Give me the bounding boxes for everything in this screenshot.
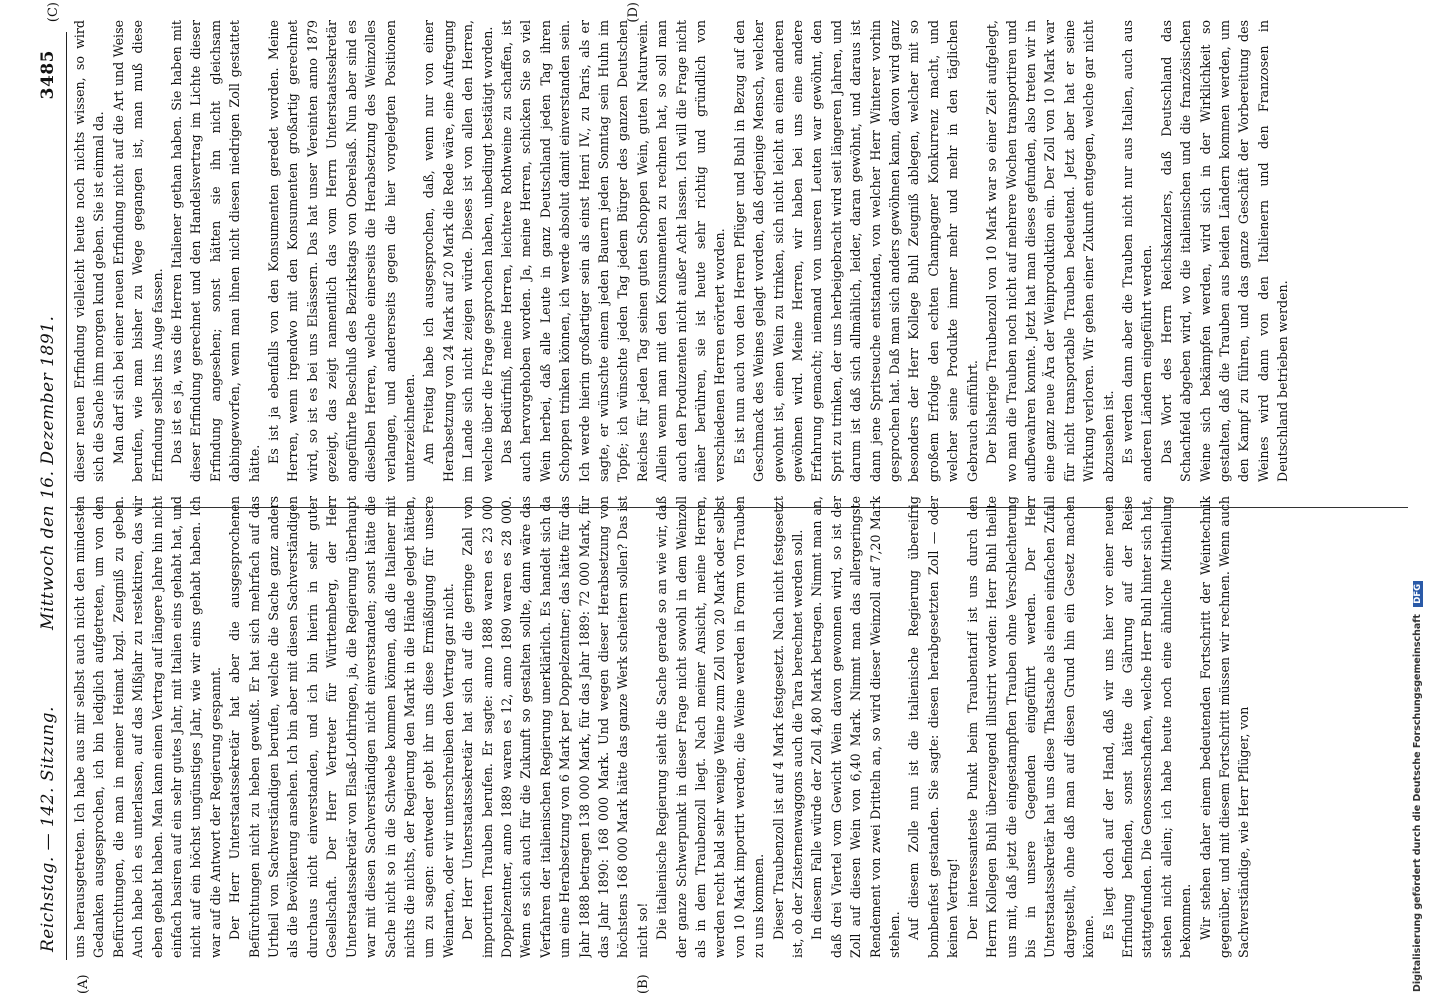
header-center: Mittwoch den 16. Dezember 1891. (38, 315, 58, 630)
right-column (70, 20, 1422, 482)
paragraph: Das Bedürfniß, meine Herren, leichtere Rothweine zu schaffen, ist auch hervorgehoben worden. Ja, meine Herren, schicken Sie so viel Wein herbei, daß alle Leute in ganz Deutschland jeden Tag ihren Schoppen trinken können, ich werde absolut damit einverstanden sein. Ich werde hierin großartiger sein als einst Henri IV., zu Paris, als er sagte, er wünschte einem jeden Bauern jeden Sonntag sein Huhn im Topfe; ich wünschte jeden Tag jedem Bürger des ganzen Deutschen Reiches für jeden Tag seinen guten Schoppen Wein, guten Naturwein. Allein wenn man mit den Konsumenten zu rechnen hat, so soll man auch den Produzenten nicht außer Acht lassen. Ich will die Frage nicht näher berühren, sie ist heute sehr richtig und gründlich von verschiedenen Herren erörtert worden. (498, 20, 728, 482)
paragraph: dieser neuen Erfindung vielleicht heute noch nichts wissen, so wird sich die Sache ihm morgen kund geben. Sie ist einmal da. (72, 20, 107, 482)
header-left: Reichstag. — 142. Sitzung. (38, 706, 58, 952)
paragraph: Der interessanteste Punkt beim Traubentarif ist uns durch den Herrn Kollegen Buhl überzeugend illustrirt worden: Herr Buhl theilte uns mit, daß jetzt die eingestampften Trauben ohne Verschlechterung bis in unsere Gegenden eingeführt werden. Der Herr Unterstaatssekretär hat uns diese Thatsache als einen einfachen Zufall dargestellt, ohne daß man auf diesen Grund hin ein Gesetz machen könne. (964, 496, 1097, 958)
paragraph: Wir stehen daher einem bedeutenden Fortschritt der Weintechnik gegenüber, und mit diesem Fortschritt müssen wir rechnen. Wenn auch Sachverständige, wie Herr Pflüger, von (1197, 496, 1252, 958)
paragraph: Am Freitag habe ich ausgesprochen, daß, wenn nur von einer Herabsetzung von 24 Mark auf 20 Mark die Rede wäre, eine Aufregung im Lande sich nicht zeigen würde. Dieses ist von allen den Herren, welche über die Frage gesprochen haben, unbedingt bestätigt worden. (421, 20, 495, 482)
paragraph: Der Herr Unterstaatssekretär hat aber die ausgesprochenen Befürchtungen nicht zu heben gewußt. Er hat sich mehrfach auf das Urtheil von Sachverständigen berufen, welche die Sache ganz anders als die Bevölkerung ansehen. Ich bin aber mit diesen Sachverständigen durchaus nicht einverstanden, und ich bin hierin in sehr guter Gesellschaft. Der Herr Vertreter für Württemberg, der Herr Unterstaatssekretär von Elsaß-Lothringen, ja, die Regierung überhaupt war mit diesen Sachverständigen nicht einverstanden; sonst hätte die Sache nicht so in die Schwebe kommen können, daß die Italiener mit nichts die nichts, der Regierung den Markt in die Hände gelegt hätten, um zu sagen: entweder gebt ihr uns diese Ermäßigung für unsere Weinarten, oder wir unterschreiben den Vertrag gar nicht. (227, 496, 456, 958)
paragraph: Die italienische Regierung sieht die Sache gerade so an wie wir, daß der ganze Schwerpunkt in dieser Frage nicht sowohl in dem Weinzoll als in dem Traubenzoll liegt. Nach meiner Ansicht, meine Herren, werden recht bald sehr wenige Weine zum Zoll von 20 Mark oder selbst von 10 Mark importirt werden; die Weine werden in Form von Trauben zu uns kommen. (654, 496, 767, 958)
paragraph: Es ist nun auch von den Herren Pflüger und Buhl in Bezug auf den Geschmack des Weines gelagt worden, daß derjenige Mensch, welcher gewohnt ist, einen Wein zu trinken, sich nicht leicht an einen anderen gewöhnen wird. Meine Herren, wir haben bei uns eine andere Erfahrung gemacht; niemand von unseren Leuten war gewöhnt, den Sprit zu trinken, der uns herbeigebracht wird seit längeren Jahren, und darum ist daß sich allmählich, leider, daran gewöhnt, und daraus ist dann jene Spritseuche entstanden, von welcher Herr Winterer vorhin gesprochen hat. Daß man sich anders gewöhnen kann, davon wird ganz besonders der Herr Kollege Buhl Zeugniß ablegen, welcher mit so großem Erfolge den echten Champagner Konkurrenz macht, und welcher seine Produkte immer mehr und mehr in den täglichen Gebrauch einführt. (731, 20, 980, 482)
text-columns (70, 20, 1422, 958)
paragraph: Der bisherige Traubenzoll von 10 Mark war so einer Zeit aufgelegt, wo man die Trauben noch nicht auf mehrere Wochen transportiren und aufbewahren konnte. Jetzt hat man dieses gefunden, also treten wir in eine ganz neue Ära der Weinproduktion ein. Der Zoll von 10 Mark war für nicht transportable Trauben bedeutend. Jetzt aber hat er seine Wirkung verloren. Wir gehen einer Zukunft entgegen, welche gar nicht abzusehen ist. (984, 20, 1116, 482)
paragraph: Dieser Traubenzoll ist auf 4 Mark festgesetzt. Nach nicht festgesetzt ist, ob der Zisternenwaggons auch die Tara berechnet werden soll. (770, 496, 806, 958)
paragraph: In diesem Falle würde der Zoll 4,80 Mark betragen. Nimmt man an, daß drei Viertel vom Gewicht Wein davon gewonnen wird, so ist der Zoll auf diesen Wein von 6,40 Mark. Nimmt man das allergeringste Rendement von zwei Dritteln an, so wird dieser Weinzoll auf 7,20 Mark stehen. (809, 496, 903, 958)
margin-mark-a: (A) (76, 974, 91, 994)
paragraph: Es werden dann aber die Trauben nicht nur aus Italien, auch aus anderen Ländern eingeführt werden. (1119, 20, 1155, 482)
margin-mark-b: (B) (636, 974, 651, 994)
header-rule (66, 32, 67, 960)
paragraph: Der Herr Unterstaatssekretär hat sich auf die geringe Zahl von importirten Trauben berufen. Er sagte: anno 1888 waren es 23 000 Doppelzentner, anno 1889 waren es 12, anno 1890 waren es 28 000. Wenn es sich auch für die Zukunft so gestalten sollte, dann wäre das Verfahren der italienischen Regierung unerklärlich. Es handelt sich da um eine Herabsetzung von 6 Mark per Doppelzentner; das hätte für das Jahr 1888 betragen 138 000 Mark, für das Jahr 1889: 72 000 Mark, für das Jahr 1890: 168 000 Mark. Und wegen dieser Herabsetzung von höchstens 168 000 Mark hätte das ganze Werk scheitern sollen? Das ist nicht so! (460, 496, 650, 958)
paragraph: uns herausgetreten. Ich habe aus mir selbst auch nicht den mindesten Gedanken ausgesprochen, ich bin lediglich aufgetreten, um von den Befürchtungen, die man in meiner Heimat bzgl. Zeugniß zu geben. Auch habe ich es unterlassen, auf das Mißjahr zu restektiren, das wir eben gehabt haben. Man kann einen Vertrag auf längere Jahre hin nicht einfach basiren auf ein sehr gutes Jahr, mit Italien eins gehabt hat, und nicht auf ein höchst ungünstiges Jahr, wie wir eins gehabt haben. Ich war auf die Antwort der Regierung gespannt. (72, 496, 223, 958)
paragraph: Das Wort des Herrn Reichskanzlers, daß Deutschland das Schachfeld abgeben wird, wo die italienischen und die französischen Weine sich bekämpfen werden, wird sich in der Wirklichkeit so gestalten, daß die Trauben aus beiden Ländern kommen werden, um den Kampf zu führen, und das ganze Geschäft der Vorbereitung des Weines wird dann von den Italienern und den Franzosen in Deutschland betrieben werden. (1158, 20, 1291, 482)
digitization-note (1412, 0, 1423, 1000)
page-number: 3485 (38, 50, 58, 100)
paragraph: Auf diesem Zolle nun ist die italienische Regierung übereifrig bombenfest gestanden. Sie sagte: diesen herabgesetzten Zoll — oder keinen Vertrag! (906, 496, 961, 958)
left-column (70, 496, 1422, 958)
paragraph: Man darf sich bei einer neuen Erfindung nicht auf die Art und Weise berufen, wie man bisher zu Wege gegangen ist, man muß diese Erfindung selbst ins Auge fassen. (110, 20, 165, 482)
digitization-text: Digitalisierung gefördert durch die Deutsche Forschungsgemeinschaft (1412, 614, 1423, 992)
paragraph: Das ist es ja, was die Herren Italiener gethan haben. Sie haben mit dieser Erfindung gerechnet und den Handelsvertrag im Lichte dieser Erfindung angesehen; sonst hätten sie ihn nicht gleichsam dabingeworfen, wenn man ihnen nicht diesen niedrigen Zoll gestattet hätte. (169, 20, 262, 482)
paragraph: Es liegt doch auf der Hand, daß wir uns hier vor einer neuen Erfindung befinden, sonst hätte die Gährung auf der Reise stattgefunden. Die Genossenschaften, welche Herr Buhl hinter sich hat, stehen nicht allein; ich habe heute noch eine ähnliche Mittheilung bekommen. (1100, 496, 1194, 958)
page-header (30, 26, 64, 970)
margin-mark-d: (D) (626, 2, 641, 23)
margin-mark-c: (C) (46, 2, 61, 23)
dfg-logo: DFG (1413, 581, 1423, 607)
paragraph: Es ist ja ebenfalls von den Konsumenten geredet worden. Meine Herren, wenn irgendwo mit den Konsumenten großartig gerechnet wird, so ist es bei uns Elsässern. Das hat unser Vereinten anno 1879 gezeigt, das zeigt namentlich das vom Herrn Unterstaatssekretär angeführte Beschluß des Bezirkstags von Oberelsaß. Nun aber sind es dieselben Herren, welche einerseits die Herabsetzung des Weinzolles verlangen, und andererseits gegen die hier vorgelegten Positionen unterzeichneten. (266, 20, 417, 482)
